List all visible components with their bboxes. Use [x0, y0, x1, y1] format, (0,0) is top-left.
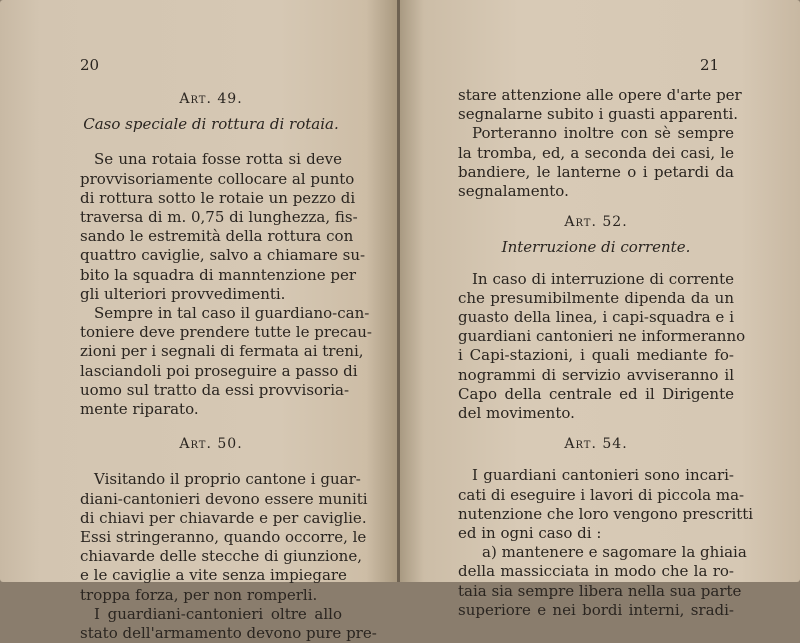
continuation-paragraph-2 — [458, 124, 734, 201]
article-52-heading: Art. 52. — [564, 214, 628, 231]
text-line: stato dell'armamento devono pure pre- — [80, 624, 377, 643]
text-line: provvisoriamente collocare al punto — [80, 169, 355, 188]
text-line: nutenzione che loro vengono prescritti — [458, 504, 754, 523]
article-54-heading: Art. 54. — [564, 436, 628, 453]
text-line: e le caviglie a vite senza impiegare — [80, 566, 347, 585]
text-line: zioni per i segnali di fermata ai treni, — [80, 342, 364, 361]
continuation-paragraph — [458, 86, 742, 124]
text-line: di chiavi per chiavarde e per caviglie. — [80, 508, 367, 527]
text-line: a) mantenere e sagomare la ghiaia — [482, 543, 747, 562]
text-line: di rottura sotto le rotaie un pezzo di — [80, 188, 356, 207]
text-line: la tromba, ed, a seconda dei casi, le — [458, 143, 734, 162]
text-line: traversa di m. 0,75 di lunghezza, fis- — [80, 208, 358, 227]
text-line: sando le estremità della rottura con — [80, 227, 354, 246]
text-line: del movimento. — [458, 404, 575, 423]
text-line: della massicciata in modo che la ro- — [458, 562, 734, 581]
text-line: gli ulteriori provvedimenti. — [80, 284, 286, 303]
article-50-paragraph-2 — [80, 604, 377, 643]
article-54-item-a — [458, 543, 747, 620]
text-line: segnalamento. — [458, 182, 569, 201]
page-number-left: 20 — [80, 56, 100, 74]
article-52-title: Interruzione di corrente. — [501, 238, 691, 257]
text-line: taia sia sempre libera nella sua parte — [458, 581, 742, 600]
text-line: superiore e nei bordi interni, sradi- — [458, 600, 734, 619]
page-number-right: 21 — [700, 56, 720, 74]
text-line: toniere deve prendere tutte le precau- — [80, 323, 372, 342]
text-line: In caso di interruzione di corrente — [472, 269, 734, 288]
text-line: mente riparato. — [80, 400, 199, 419]
text-line: guardiani cantonieri ne informeranno — [458, 327, 746, 346]
article-54-paragraph-1 — [458, 466, 754, 543]
text-line: guasto della linea, i capi-squadra e i — [458, 308, 734, 327]
text-line: stare attenzione alle opere d'arte per — [458, 86, 742, 104]
text-line: che presumibilmente dipenda da un — [458, 288, 734, 307]
right-page — [400, 0, 800, 619]
left-page — [0, 0, 398, 643]
text-line: Porteranno inoltre con sè sempre — [472, 124, 734, 143]
article-50-paragraph-1 — [80, 470, 368, 604]
text-line: nogrammi di servizio avviseranno il — [458, 365, 734, 384]
text-line: i Capi-stazioni, i quali mediante fo- — [458, 346, 734, 365]
article-49-heading: Art. 49. — [179, 91, 243, 107]
text-line: segnalarne subito i guasti apparenti. — [458, 105, 739, 124]
text-line: bito la squadra di manntenzione per — [80, 265, 357, 284]
text-line: Sempre in tal caso il guardiano-can- — [94, 304, 370, 323]
text-line: Capo della centrale ed il Dirigente — [458, 384, 734, 403]
text-line: diani-cantonieri devono essere muniti — [80, 489, 368, 508]
left-page-text — [80, 90, 377, 643]
text-line: I guardiani cantonieri sono incari- — [472, 466, 734, 485]
text-line: lasciandoli poi proseguire a passo di — [80, 361, 358, 380]
article-50-heading: Art. 50. — [179, 436, 243, 453]
text-line: I guardiani-cantonieri oltre allo — [94, 604, 342, 623]
article-52-paragraph-1 — [458, 269, 746, 424]
text-line: Se una rotaia fosse rotta si deve — [94, 150, 342, 169]
text-line: chiavarde delle stecche di giunzione, — [80, 547, 362, 566]
text-line: Essi stringeranno, quando occorre, le — [80, 528, 367, 547]
article-49-paragraph-2 — [80, 304, 372, 419]
text-line: Visitando il proprio cantone i guar- — [94, 470, 361, 489]
text-line: quattro caviglie, salvo a chiamare su- — [80, 246, 366, 265]
text-line: cati di eseguire i lavori di piccola ma- — [458, 485, 745, 504]
article-49-title: Caso speciale di rottura di rotaia. — [83, 115, 339, 134]
text-line: bandiere, le lanterne o i petardi da — [458, 162, 734, 181]
text-line: uomo sul tratto da essi provvisoria- — [80, 380, 350, 399]
right-page-text — [458, 86, 754, 620]
article-49-paragraph-1 — [80, 150, 366, 304]
text-line: ed in ogni caso di : — [458, 524, 602, 543]
text-line: troppa forza, per non romperli. — [80, 585, 318, 604]
